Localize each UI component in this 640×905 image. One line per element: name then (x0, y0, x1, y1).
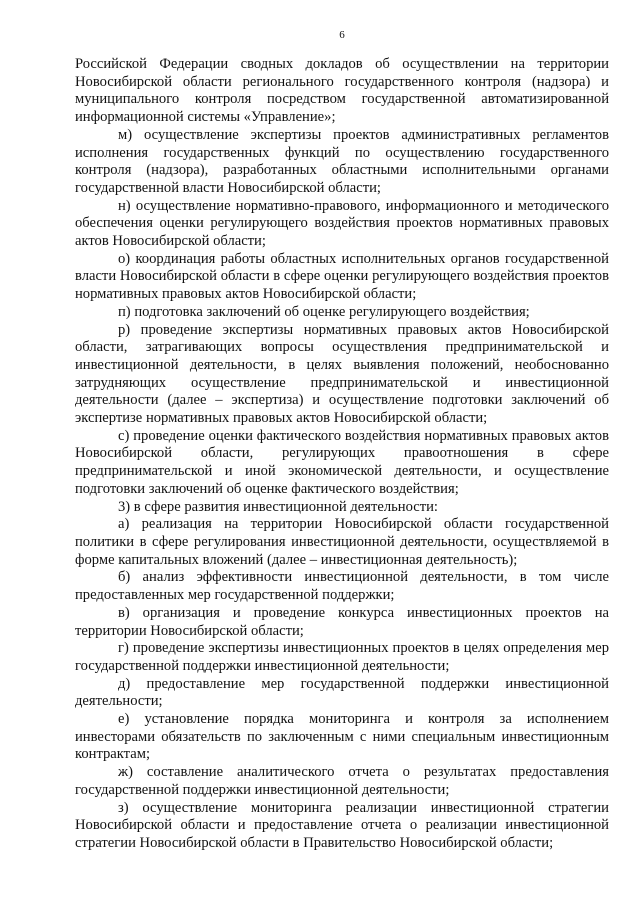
paragraph-item-o: о) координация работы областных исполнительных органов государственной власти Новосибирской области в сфере оценки регулирующего воздействия проектов нормативных правовых актов Новосибирской области; (75, 250, 609, 303)
paragraph-item-d: д) предоставление мер государственной поддержки инвестиционной деятельности; (75, 675, 609, 710)
paragraph-item-n: н) осуществление нормативно-правового, информационного и методического обеспечения оценки регулирующего воздействия проектов нормативных правовых актов Новосибирской области; (75, 197, 609, 250)
paragraph-item-s: с) проведение оценки фактического воздействия нормативных правовых актов Новосибирской области, регулирующих правоотношения в сфере предпринимательской и иной экономической деятельности, и осуществление подготовки заключений об оценке фактического воздействия; (75, 427, 609, 497)
paragraph-item-g: г) проведение экспертизы инвестиционных проектов в целях определения мер государственной поддержки инвестиционной деятельности; (75, 640, 609, 674)
page-number: 6 (339, 29, 345, 41)
paragraph-item-a: а) реализация на территории Новосибирской области государственной политики в сфере регулирования инвестиционной деятельности, осуществляемой в форме капитальных вложений (далее – инвестиционная деятельность); (75, 516, 609, 568)
paragraph-item-v: в) организация и проведение конкурса инвестиционных проектов на территории Новосибирской области; (75, 604, 609, 639)
paragraph-item-b: б) анализ эффективности инвестиционной деятельности, в том числе предоставленных мер государственной поддержки; (75, 569, 609, 604)
paragraph-item-zh: ж) составление аналитического отчета о результатах предоставления государственной поддержки инвестиционной деятельности; (75, 764, 609, 798)
paragraph-item-e: е) установление порядка мониторинга и контроля за исполнением инвесторами обязательств по заключенным с ними специальным инвестиционным контрактам; (75, 711, 609, 763)
paragraph-item-r: р) проведение экспертизы нормативных правовых актов Новосибирской области, затрагивающих вопросы осуществления предпринимательской и инвестиционной деятельности, в целях выявления положений, необоснованно затрудняющих осуществление предпринимательской и инвестиционной деятельности (далее – экспертиза) и осуществление подготовки заключений об экспертизе нормативных правовых актов Новосибирской области; (75, 321, 609, 427)
paragraph-item-z: з) осуществление мониторинга реализации инвестиционной стратегии Новосибирской области и предоставление отчета о реализации инвестиционной стратегии Новосибирской области в Правительство Новосибирской области; (75, 799, 609, 851)
paragraph-continuation: Российской Федерации сводных докладов об осуществлении на территории Новосибирской области регионального государственного контроля (надзора) и муниципального контроля посредством государственной автоматизированной информационной системы «Управление»; (75, 56, 609, 126)
section-heading-3: 3) в сфере развития инвестиционной деятельности: (118, 498, 438, 515)
document-body (75, 56, 609, 853)
paragraph-item-m: м) осуществление экспертизы проектов административных регламентов исполнения государственных функций по осуществлению государственного контроля (надзора), разработанных областными исполнительными органами государственной власти Новосибирской области; (75, 126, 609, 196)
paragraph-item-p: п) подготовка заключений об оценке регулирующего воздействия; (118, 303, 530, 320)
